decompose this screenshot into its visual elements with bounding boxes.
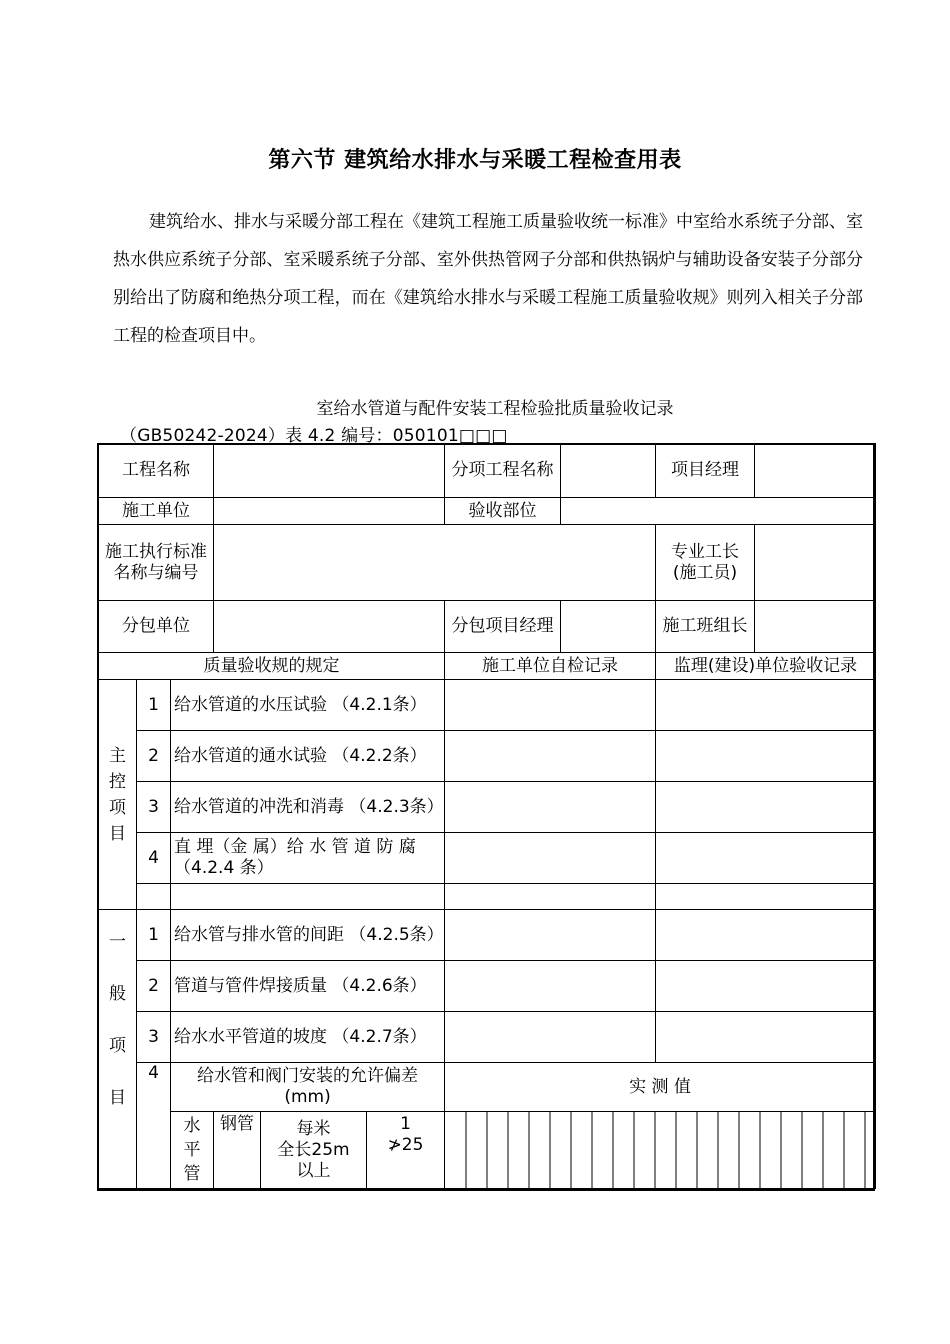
empty-cell <box>656 884 876 910</box>
general-item-text: 给水管与排水管的间距 （4.2.5条） <box>171 910 445 961</box>
general-item-text: 给水水平管道的坡度 （4.2.7条） <box>171 1012 445 1063</box>
measured-grid <box>445 1112 875 1188</box>
main-item-self-check[interactable] <box>445 833 656 884</box>
subitem-name-value[interactable] <box>561 444 656 498</box>
table-row <box>99 1012 876 1063</box>
general-item-text: 管道与管件焊接质量 （4.2.6条） <box>171 961 445 1012</box>
general-item-supervisor[interactable] <box>656 1012 876 1063</box>
subcontract-unit-label: 分包单位 <box>99 601 214 653</box>
acceptance-part-label: 验收部位 <box>445 498 561 525</box>
table-code: （GB50242-2024）表 4.2 编号：050101□□□ <box>120 426 508 446</box>
condition-line3: 以上 <box>296 1160 331 1181</box>
table-row <box>99 680 876 731</box>
main-item-number: 4 <box>137 833 171 884</box>
measured-grid-cell <box>445 1112 876 1189</box>
intro-text: 建筑给水、排水与采暖分部工程在《建筑工程施工质量验收统一标准》中室给水系统子分部、室热水供应系统子分部、室采暖系统子分部、室外供热管网子分部和供热锅炉与辅助设备安装子分部分别给出了防腐和绝热分项工程，而在《建筑给水排水与采暖工程施工质量验收规》则列入相关子分部工程的检查项目中。 <box>113 212 863 346</box>
table-row <box>99 653 876 680</box>
pipe-type-cell <box>171 1112 214 1189</box>
table-row <box>99 833 876 884</box>
foreman-label <box>656 525 755 601</box>
column-header-spec: 质量验收规的规定 <box>99 653 445 680</box>
table-caption: 室给水管道与配件安装工程检验批质量验收记录 <box>316 399 674 419</box>
main-item-text: 给水管道的冲洗和消毒 （4.2.3条） <box>171 782 445 833</box>
construction-unit-value[interactable] <box>214 498 445 525</box>
table-row <box>99 498 876 525</box>
foreman-label-line2: (施工员) <box>672 562 738 583</box>
main-item-text: 直 埋（金 属）给 水 管 道 防 腐（4.2.4 条） <box>171 833 445 884</box>
empty-cell <box>171 884 445 910</box>
condition-line1: 每米 <box>296 1118 331 1139</box>
project-manager-label: 项目经理 <box>656 444 755 498</box>
general-item-number: 4 <box>137 1063 171 1189</box>
tolerance-value <box>367 1112 445 1189</box>
general-group-label <box>99 910 137 1189</box>
general-item-supervisor[interactable] <box>656 961 876 1012</box>
main-item-self-check[interactable] <box>445 782 656 833</box>
main-item-supervisor[interactable] <box>656 731 876 782</box>
table-row <box>99 525 876 601</box>
empty-cell <box>445 884 656 910</box>
subcontract-manager-label: 分包项目经理 <box>445 601 561 653</box>
subitem-name-label: 分项工程名称 <box>445 444 561 498</box>
subcontract-unit-value[interactable] <box>214 601 445 653</box>
empty-cell <box>137 884 171 910</box>
main-item-number: 1 <box>137 680 171 731</box>
table-row <box>99 444 876 498</box>
standard-label <box>99 525 214 601</box>
main-item-text: 给水管道的水压试验 （4.2.1条） <box>171 680 445 731</box>
team-leader-label: 施工班组长 <box>656 601 755 653</box>
table-row <box>99 910 876 961</box>
project-manager-value[interactable] <box>755 444 876 498</box>
main-item-supervisor[interactable] <box>656 680 876 731</box>
foreman-label-line1: 专业工长 <box>671 541 740 562</box>
main-control-group-label <box>99 680 137 910</box>
general-item-number: 2 <box>137 961 171 1012</box>
column-header-self-check: 施工单位自检记录 <box>445 653 656 680</box>
table-corner-mark <box>865 1189 875 1191</box>
main-item-number: 3 <box>137 782 171 833</box>
project-name-value[interactable] <box>214 444 445 498</box>
table-row <box>99 961 876 1012</box>
table-row <box>99 1063 876 1112</box>
table-right-border <box>873 443 875 1191</box>
inspection-record-table <box>98 443 876 1189</box>
main-control-group-text: 主控项目 <box>109 745 126 844</box>
subcontract-manager-value[interactable] <box>561 601 656 653</box>
standard-label-line2: 名称与编号 <box>113 562 199 583</box>
general-item-number: 1 <box>137 910 171 961</box>
table-row <box>99 601 876 653</box>
standard-value[interactable] <box>214 525 656 601</box>
general-item-number: 3 <box>137 1012 171 1063</box>
main-item-supervisor[interactable] <box>656 782 876 833</box>
standard-label-line1: 施工执行标准 <box>105 541 207 562</box>
section-heading: 第六节 建筑给水排水与采暖工程检查用表 <box>268 148 682 173</box>
column-header-supervisor: 监理(建设)单位验收记录 <box>656 653 876 680</box>
foreman-value[interactable] <box>755 525 876 601</box>
table-row <box>99 1112 876 1189</box>
main-item-text: 给水管道的通水试验 （4.2.2条） <box>171 731 445 782</box>
acceptance-part-value[interactable] <box>561 498 876 525</box>
pipe-material: 钢管 <box>214 1112 261 1189</box>
team-leader-value[interactable] <box>755 601 876 653</box>
project-name-label: 工程名称 <box>99 444 214 498</box>
condition-cell <box>261 1112 367 1189</box>
table-row <box>99 731 876 782</box>
table-row <box>99 884 876 910</box>
construction-unit-label: 施工单位 <box>99 498 214 525</box>
measured-values-header: 实 测 值 <box>445 1063 876 1112</box>
general-item-self-check[interactable] <box>445 961 656 1012</box>
tolerance-title-unit: (mm) <box>284 1087 331 1107</box>
main-item-number: 2 <box>137 731 171 782</box>
tolerance-title-line1: 给水管和阀门安装的允许偏差 <box>197 1066 418 1086</box>
main-item-self-check[interactable] <box>445 680 656 731</box>
general-item-self-check[interactable] <box>445 1012 656 1063</box>
general-group-text: 一般项目 <box>109 932 126 1108</box>
pipe-type-text: 水平管 <box>183 1116 201 1184</box>
tolerance-value-line2: ≯25 <box>387 1135 424 1155</box>
table-row <box>99 782 876 833</box>
condition-line2: 全长25m <box>277 1139 350 1160</box>
main-item-supervisor[interactable] <box>656 833 876 884</box>
general-item-supervisor[interactable] <box>656 910 876 961</box>
general-item-self-check[interactable] <box>445 910 656 961</box>
intro-paragraph <box>113 203 863 355</box>
main-item-self-check[interactable] <box>445 731 656 782</box>
tolerance-title <box>171 1063 445 1112</box>
tolerance-value-line1: 1 <box>400 1114 411 1134</box>
